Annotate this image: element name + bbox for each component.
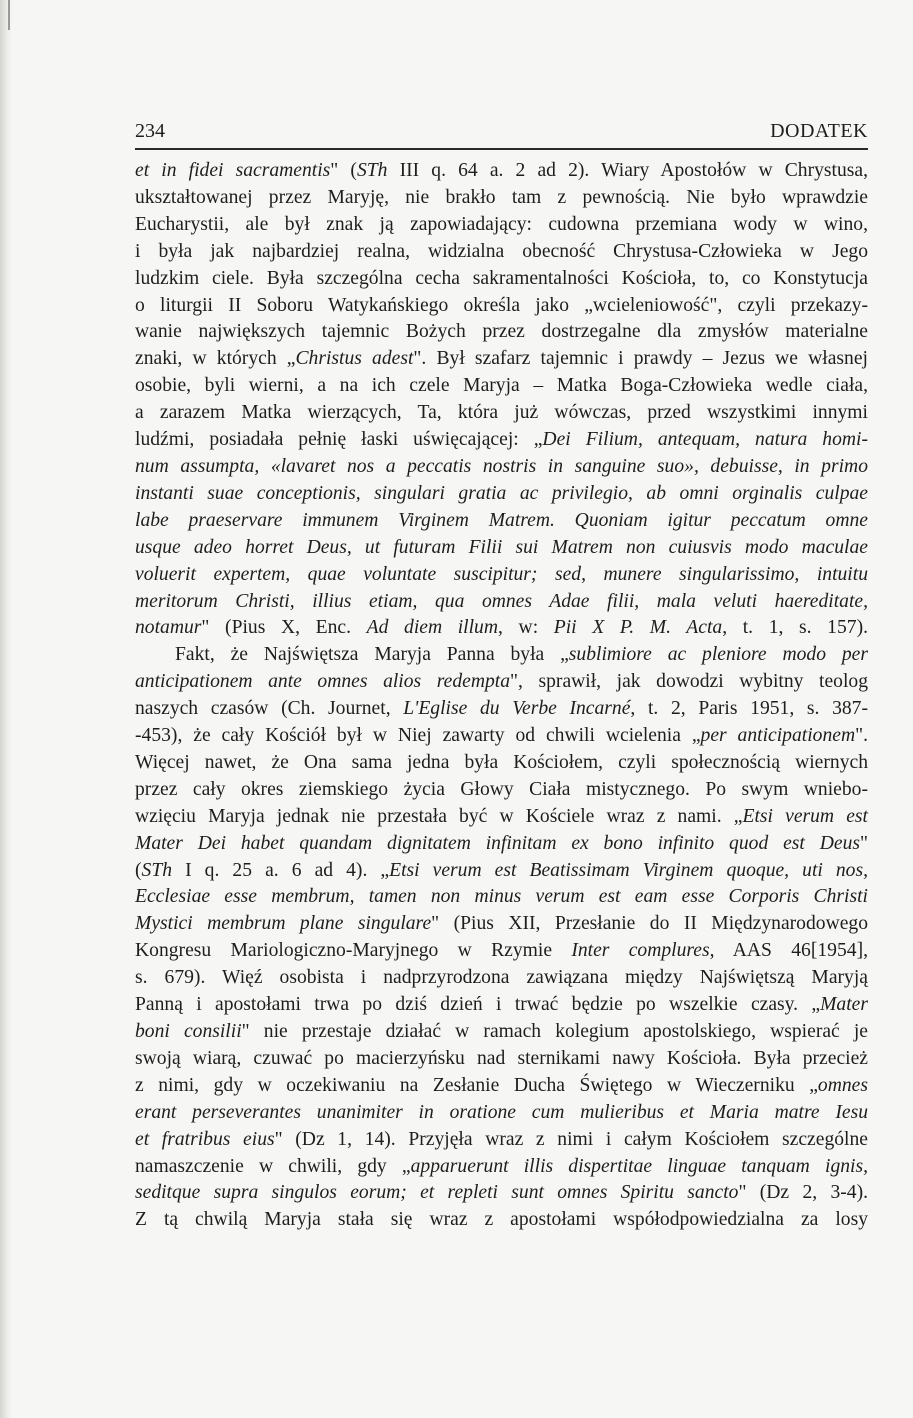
text-segment: ", sprawił, jak dowodzi wybitny teolog — [510, 671, 868, 693]
text-line — [135, 1180, 868, 1207]
text-segment: osobie, byli wierni, a na ich czele Maryja – Matka Boga-Człowieka wedle ciała, — [135, 375, 868, 397]
italic-text-segment: Etsi verum est — [742, 805, 868, 827]
italic-text-segment: labe praeservare immunem Virginem Matrem. Quoniam igitur peccatum omne — [135, 509, 868, 531]
italic-text-segment: num assumpta, «lavaret nos a peccatis nostris in sanguine suo», debuisse, in primo — [135, 455, 868, 477]
italic-text-segment: apparuerunt illis dispertitae linguae tanquam ignis, — [410, 1155, 868, 1177]
italic-text-segment: L'Eglise du Verbe Incarné — [403, 698, 631, 720]
text-line — [135, 293, 868, 320]
text-segment: Eucharystii, ale był znak ją zapowiadający: cudowna przemiana wody w wino, — [135, 213, 868, 235]
text-segment: I q. 25 a. 6 ad 4). „ — [172, 859, 390, 881]
italic-text-segment: instanti suae conceptionis, singulari gratia ac privilegio, ab omni orginalis culpae — [135, 482, 868, 504]
text-segment: wanie największych tajemnic Bożych przez dostrzegalne dla zmysłów materialne — [135, 321, 868, 343]
text-segment: " ( — [330, 160, 357, 181]
text-line — [135, 589, 868, 616]
text-segment: ukształtowanej przez Maryję, nie brakło tam z pewnością. Nie było wprawdzie — [135, 186, 868, 208]
text-segment: -453), że cały Kościół był w Niej zawarty od chwili wcielenia „ — [135, 725, 701, 747]
text-line — [135, 346, 868, 373]
italic-text-segment: Ad diem illum — [366, 617, 499, 639]
italic-text-segment: Mystici membrum plane singulare — [135, 913, 432, 935]
text-line — [135, 804, 868, 831]
text-line — [135, 938, 868, 965]
text-segment: znaki, w których „ — [135, 348, 296, 370]
text-segment: , w: — [498, 617, 554, 639]
text-line — [135, 1154, 868, 1181]
text-line — [135, 884, 868, 911]
text-segment: Panną i apostołami trwa po dziś dzień i trwać będzie po wszelkie czasy. „ — [135, 994, 821, 1016]
text-line — [135, 319, 868, 346]
page-number: 234 — [135, 120, 165, 142]
text-line — [135, 454, 868, 481]
text-line — [135, 239, 868, 266]
italic-text-segment: boni consilii — [135, 1021, 242, 1042]
text-segment: wzięciu Maryja jednak nie przestała być w Kościele wraz z nami. „ — [135, 805, 743, 827]
header-rule — [135, 148, 868, 150]
text-segment: " (Dz 1, 14). Przyjęła wraz z nimi i całym Kościołem szczególne — [274, 1128, 868, 1150]
text-segment: Fakt, że Najświętsza Maryja Panna była „ — [175, 644, 569, 666]
text-line — [135, 911, 868, 938]
text-line — [135, 1019, 868, 1046]
text-segment: ( — [135, 859, 142, 881]
text-segment: , t. 2, Paris 1951, s. 387- — [630, 698, 868, 720]
text-line — [135, 185, 868, 212]
italic-text-segment: per anticipationem — [700, 725, 856, 747]
italic-text-segment: Inter complures — [571, 940, 710, 962]
text-line — [135, 1073, 868, 1100]
text-line — [135, 1207, 868, 1234]
italic-text-segment: Mater Dei habet quandam dignitatem infinitam ex bono infinito quod est Deus — [135, 832, 860, 854]
text-line — [135, 373, 868, 400]
italic-text-segment: et fratribus eius — [135, 1128, 275, 1150]
italic-text-segment: seditque supra singulos eorum; et repleti sunt omnes Spiritu sancto — [135, 1182, 739, 1204]
text-segment: Więcej nawet, że Ona sama jedna była Kościołem, czyli społecznością wiernych — [135, 751, 868, 773]
text-line — [135, 535, 868, 562]
text-segment: o liturgii II Soboru Watykańskiego określa jako „wcieleniowość", czyli przekazy- — [135, 294, 868, 316]
text-segment: " nie przestaje działać w ramach kolegium apostolskiego, wspierać je — [241, 1021, 868, 1042]
scan-edge-mark — [8, 0, 10, 30]
text-segment: z nimi, gdy w oczekiwaniu na Zesłanie Ducha Świętego w Wieczerniku „ — [135, 1074, 818, 1096]
italic-text-segment: Etsi verum est Beatissimam Virginem quoque, uti nos, — [389, 859, 869, 881]
italic-text-segment: erant perseverantes unanimiter in oratione cum mulieribus et Maria matre Iesu — [135, 1101, 868, 1123]
text-line — [135, 1046, 868, 1073]
italic-text-segment: STh — [141, 859, 173, 881]
text-line — [135, 642, 868, 669]
italic-text-segment: omnes — [817, 1074, 868, 1096]
italic-text-segment: et in fidei sacramentis — [135, 160, 331, 181]
text-segment: ". — [855, 725, 869, 747]
body-text — [135, 158, 868, 1234]
italic-text-segment: STh — [356, 160, 388, 181]
text-line — [135, 266, 868, 293]
text-line — [135, 400, 868, 427]
text-segment: ludźmi, posiadała pełnię łaski uświęcającej: „ — [135, 429, 543, 451]
italic-text-segment: Ecclesiae esse membrum, tamen non minus verum est eam esse Corporis Christi — [135, 886, 868, 908]
italic-text-segment: Mater — [820, 994, 868, 1016]
text-line — [135, 1127, 868, 1154]
text-segment: swoją wiarą, czuwać po macierzyńsku nad sternikami nawy Kościoła. Była przecież — [135, 1047, 868, 1069]
text-segment: , t. 1, s. 157). — [722, 617, 868, 639]
text-line — [135, 858, 868, 885]
text-segment: i była jak najbardziej realna, widzialna obecność Chrystusa-Człowieka w Jego — [135, 240, 868, 262]
running-head: DODATEK — [770, 120, 868, 142]
text-segment: naszych czasów (Ch. Journet, — [135, 698, 404, 720]
text-segment: a zarazem Matka wierzących, Ta, która już wówczas, przed wszystkimi innymi — [135, 402, 868, 424]
page-header — [135, 116, 868, 146]
text-line — [135, 777, 868, 804]
text-segment: Z tą chwilą Maryja stała się wraz z apostołami współodpowiedzialna za losy — [135, 1209, 868, 1231]
italic-text-segment: notamur — [135, 617, 202, 639]
text-segment: " (Pius XII, Przesłanie do II Międzynarodowego — [431, 913, 869, 935]
italic-text-segment: Pii X P. M. Acta — [553, 617, 723, 639]
text-segment: przez cały okres ziemskiego życia Głowy Ciała mistycznego. Po swym wniebo- — [135, 778, 868, 800]
text-segment: " (Pius X, Enc. — [201, 617, 367, 639]
text-segment: , AAS 46[1954], — [709, 940, 868, 962]
text-line — [135, 696, 868, 723]
italic-text-segment: usque adeo horret Deus, ut futuram Filii sui Matrem non cuiusvis modo maculae — [135, 536, 868, 558]
text-segment: namaszczenie w chwili, gdy „ — [135, 1155, 411, 1177]
italic-text-segment: Dei Filium, antequam, natura homi- — [542, 429, 868, 451]
text-segment: III q. 64 a. 2 ad 2). Wiary Apostołów w Chrystusa, — [387, 160, 868, 181]
text-line — [135, 965, 868, 992]
italic-text-segment: sublimiore ac pleniore modo per — [568, 644, 868, 666]
italic-text-segment: voluerit expertem, quae voluntate suscipitur; sed, munere singularissimo, intuitu — [135, 563, 868, 585]
text-line — [135, 669, 868, 696]
text-segment: ludzkim ciele. Była szczególna cecha sakramentalności Kościoła, to, co Konstytucja — [135, 267, 868, 289]
text-line — [135, 158, 868, 185]
text-line — [135, 481, 868, 508]
text-line — [135, 212, 868, 239]
text-line — [135, 750, 868, 777]
text-line — [135, 1100, 868, 1127]
text-segment: Kongresu Mariologiczno-Maryjnego w Rzymie — [135, 940, 572, 962]
text-line — [135, 615, 868, 642]
scan-edge-shadow — [0, 0, 12, 1418]
text-line — [135, 723, 868, 750]
text-line — [135, 992, 868, 1019]
italic-text-segment: meritorum Christi, illius etiam, qua omnes Adae filii, mala veluti haereditate, — [135, 590, 868, 612]
text-line — [135, 427, 868, 454]
text-line — [135, 831, 868, 858]
text-line — [135, 508, 868, 535]
text-segment: " (Dz 2, 3-4). — [738, 1182, 868, 1204]
text-line — [135, 562, 868, 589]
text-segment: " — [860, 832, 868, 854]
text-segment: s. 679). Więź osobista i nadprzyrodzona zawiązana między Najświętszą Maryją — [135, 967, 868, 989]
italic-text-segment: Christus adest — [295, 348, 414, 370]
text-segment: ". Był szafarz tajemnic i prawdy – Jezus we własnej — [413, 348, 868, 370]
italic-text-segment: anticipationem ante omnes alios redempta — [135, 671, 511, 693]
